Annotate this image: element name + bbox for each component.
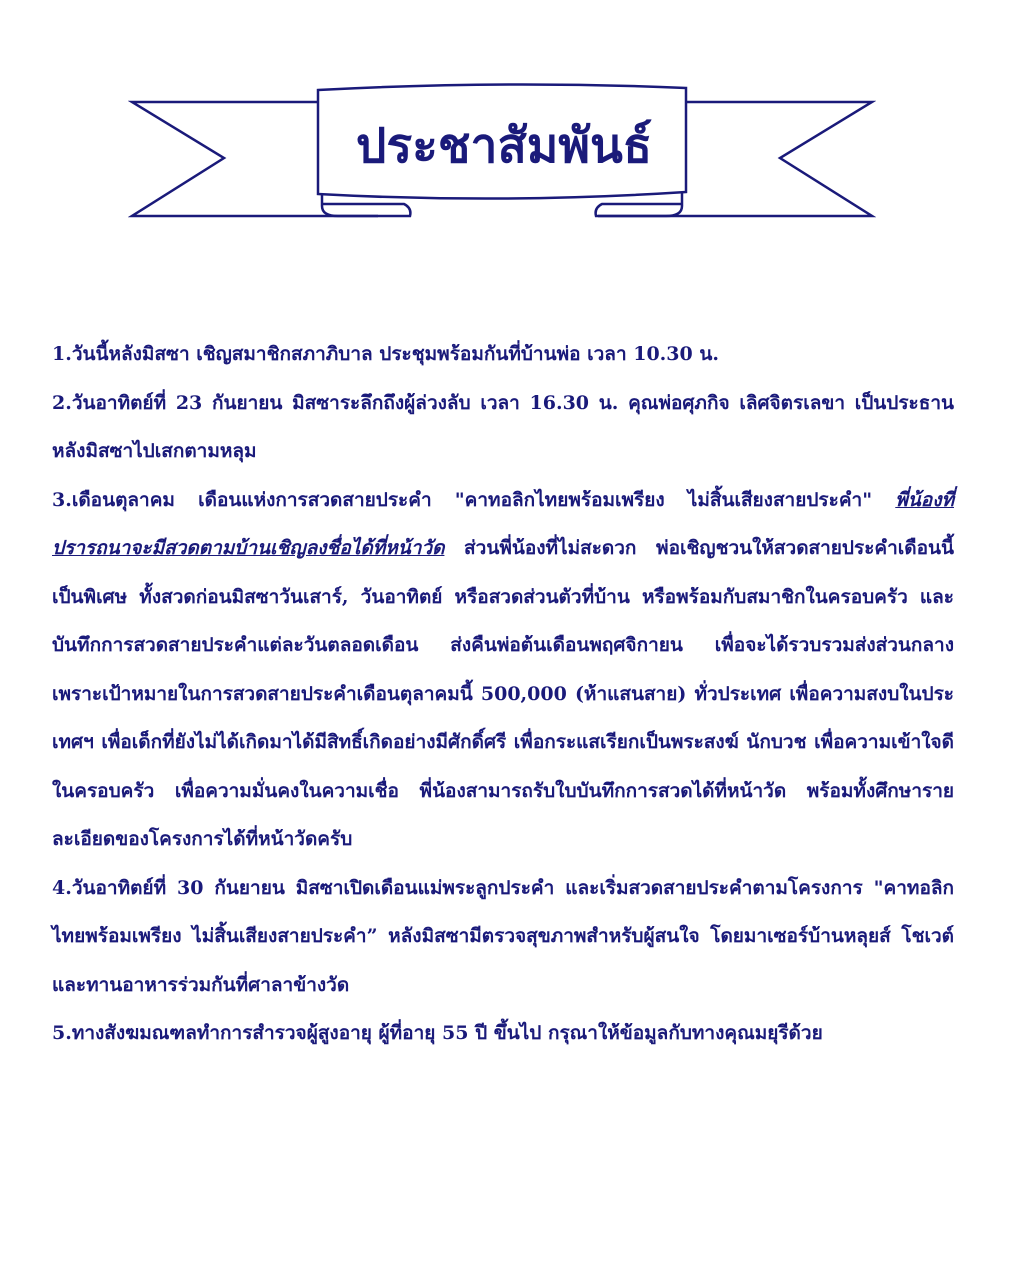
announcement-item-3-highlight: พี่น้องที่ปรารถนาจะมีสวดตามบ้านเชิญลงชื่อได้ที่หน้าวัด (52, 488, 954, 559)
announcement-item-1: 1.วันนี้หลังมิสซา เชิญสมาชิกสภาภิบาล ประชุมพร้อมกันที่บ้านพ่อ เวลา 10.30 น. (52, 343, 719, 365)
announcement-list (52, 330, 954, 1058)
page-title: ประชาสัมพันธ์ (355, 118, 653, 174)
announcement-item-4: 4.วันอาทิตย์ที่ 30 กันยายน มิสซาเปิดเดือนแม่พระลูกประคำ และเริ่มสวดสายประคำตามโครงการ "คาทอลิกไทยพร้อมเพรียง ไม่สิ้นเสียงสายประคำ” หลังมิสซามีตรวจสุขภาพสำหรับผู้สนใจ โดยมาเซอร์บ้านหลุยส์ โชเวต์ และทานอาหารร่วมกันที่ศาลาข้างวัด (52, 876, 954, 996)
announcement-item-5: 5.ทางสังฆมณฑลทำการสำรวจผู้สูงอายุ ผู้ที่อายุ 55 ปี ขึ้นไป กรุณาให้ข้อมูลกับทางคุณมยุรีด้วย (52, 1022, 823, 1044)
announcement-item-2: 2.วันอาทิตย์ที่ 23 กันยายน มิสซาระลึกถึงผู้ล่วงลับ เวลา 16.30 น. คุณพ่อศุภกิจ เลิศจิตรเลขา เป็นประธาน หลังมิสซาไปเสกตามหลุม (52, 391, 954, 462)
announcement-item-3 (52, 476, 954, 864)
announcement-item-3-body: ส่วนพี่น้องที่ไม่สะดวก พ่อเชิญชวนให้สวดสายประคำเดือนนี้เป็นพิเศษ ทั้งสวดก่อนมิสซาวันเสาร์, วันอาทิตย์ หรือสวดส่วนตัวที่บ้าน หรือพร้อมกับสมาชิกในครอบครัว และบันทึกการสวดสายประคำแต่ละวันตลอดเดือน ส่งคืนพ่อต้นเดือนพฤศจิกายน เพื่อจะได้รวบรวมส่งส่วนกลาง เพราะเป้าหมายในการสวดสายประคำเดือนตุลาคมนี้ 500,000 (ห้าแสนสาย) ทั่วประเทศ เพื่อความสงบในประเทศฯ เพื่อเด็กที่ยังไม่ได้เกิดมาได้มีสิทธิ์เกิดอย่างมีศักดิ์ศรี เพื่อกระแสเรียกเป็นพระสงฆ์ นักบวช เพื่อความเข้าใจดีในครอบครัว เพื่อความมั่นคงในความเชื่อ พี่น้องสามารถรับใบบันทึกการสวดได้ที่หน้าวัด พร้อมทั้งศึกษารายละเอียดของโครงการได้ที่หน้าวัดครับ (52, 537, 954, 850)
announcement-item-3-intro: 3.เดือนตุลาคม เดือนแห่งการสวดสายประคำ "คาทอลิกไทยพร้อมเพรียง ไม่สิ้นเสียงสายประคำ" (52, 488, 896, 511)
